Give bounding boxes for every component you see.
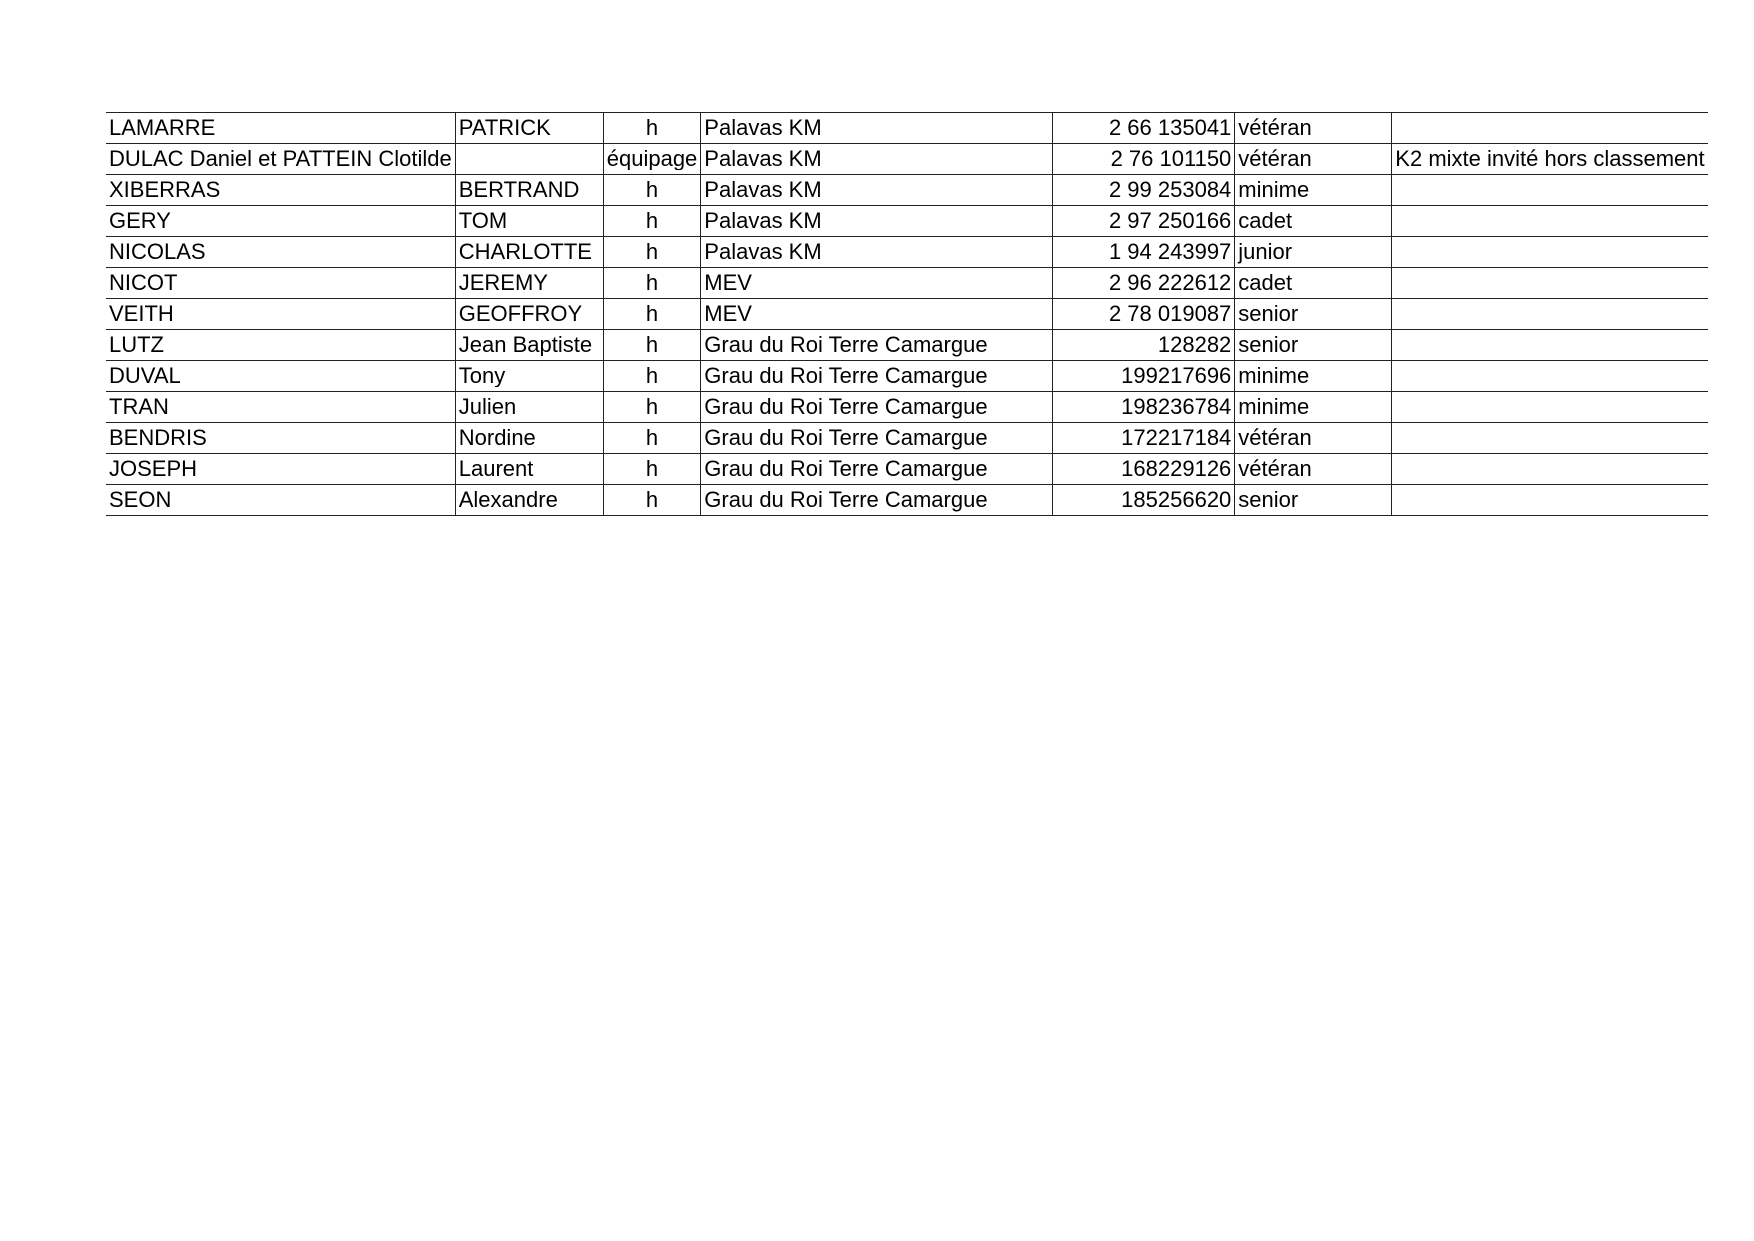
cell-club-text: Palavas KM: [704, 115, 822, 140]
table-row: [106, 485, 1708, 516]
cell-nom: [106, 268, 455, 299]
cell-licence-text: 2 78 019087: [1108, 301, 1232, 326]
spreadsheet-page: [106, 112, 1708, 516]
cell-sexe-text: h: [645, 458, 659, 480]
cell-club-text: Grau du Roi Terre Camargue: [704, 394, 988, 419]
cell-licence: [1053, 175, 1235, 206]
cell-prenom: [455, 144, 603, 175]
cell-licence-text: 2 76 101150: [1110, 146, 1232, 171]
cell-licence: [1053, 454, 1235, 485]
cell-sexe: [603, 392, 701, 423]
cell-club: [701, 361, 1053, 392]
cell-licence: [1053, 237, 1235, 268]
cell-licence-text: 172217184: [1121, 425, 1232, 450]
cell-categorie: [1235, 361, 1392, 392]
cell-nom: [106, 299, 455, 330]
cell-categorie-text: minime: [1238, 394, 1310, 419]
table-row: [106, 175, 1708, 206]
cell-prenom-text: GEOFFROY: [458, 303, 583, 325]
participants-table-body: [106, 113, 1708, 516]
cell-licence: [1053, 113, 1235, 144]
cell-categorie: [1235, 423, 1392, 454]
cell-prenom: [455, 330, 603, 361]
cell-categorie-text: junior: [1238, 239, 1293, 264]
cell-licence-text: 185256620: [1121, 487, 1232, 512]
cell-prenom: [455, 206, 603, 237]
cell-club: [701, 206, 1053, 237]
cell-sexe: [603, 175, 701, 206]
cell-categorie-text: vétéran: [1238, 146, 1312, 171]
cell-prenom-text: Alexandre: [458, 489, 558, 511]
cell-nom-text: DUVAL: [109, 363, 181, 388]
cell-prenom: [455, 237, 603, 268]
cell-licence-text: 199217696: [1121, 363, 1232, 388]
cell-note: [1392, 268, 1708, 299]
table-row: [106, 454, 1708, 485]
cell-categorie: [1235, 144, 1392, 175]
cell-licence-text: 2 96 222612: [1108, 270, 1232, 295]
cell-prenom-text: BERTRAND: [458, 179, 580, 201]
cell-note-text: K2 mixte invité hors classement: [1395, 146, 1705, 171]
cell-sexe: [603, 299, 701, 330]
cell-prenom-text: TOM: [458, 210, 508, 232]
cell-categorie-text: cadet: [1238, 208, 1293, 233]
cell-club-text: Palavas KM: [704, 208, 822, 233]
cell-club-text: MEV: [704, 270, 752, 295]
cell-club: [701, 299, 1053, 330]
cell-club: [701, 454, 1053, 485]
cell-categorie-text: vétéran: [1238, 425, 1312, 450]
cell-categorie-text: minime: [1238, 363, 1310, 388]
cell-prenom-text: Nordine: [458, 427, 536, 449]
cell-club-text: Palavas KM: [704, 146, 822, 171]
cell-nom-text: XIBERRAS: [109, 177, 221, 202]
table-row: [106, 144, 1708, 175]
cell-sexe-text: h: [645, 396, 659, 418]
cell-prenom: [455, 299, 603, 330]
cell-nom: [106, 454, 455, 485]
cell-club: [701, 485, 1053, 516]
cell-note: [1392, 237, 1708, 268]
cell-licence-text: 198236784: [1121, 394, 1232, 419]
cell-categorie-text: vétéran: [1238, 115, 1312, 140]
table-row: [106, 113, 1708, 144]
cell-club: [701, 113, 1053, 144]
table-row: [106, 330, 1708, 361]
participants-table: [106, 112, 1708, 516]
table-row: [106, 299, 1708, 330]
cell-club-text: Grau du Roi Terre Camargue: [704, 456, 988, 481]
table-row: [106, 392, 1708, 423]
cell-note: [1392, 113, 1708, 144]
cell-licence: [1053, 423, 1235, 454]
cell-sexe-text: h: [645, 334, 659, 356]
cell-nom-text: NICOLAS: [109, 239, 206, 264]
cell-club: [701, 144, 1053, 175]
cell-prenom: [455, 361, 603, 392]
cell-categorie: [1235, 113, 1392, 144]
cell-prenom-text: CHARLOTTE: [458, 241, 592, 263]
cell-licence: [1053, 485, 1235, 516]
cell-nom: [106, 330, 455, 361]
cell-categorie: [1235, 392, 1392, 423]
cell-nom: [106, 361, 455, 392]
cell-categorie: [1235, 237, 1392, 268]
cell-nom-text: TRAN: [109, 394, 169, 419]
cell-sexe-text: h: [645, 179, 659, 201]
table-row: [106, 237, 1708, 268]
cell-prenom-text: Jean Baptiste: [458, 334, 593, 356]
cell-nom-text: LAMARRE: [109, 115, 216, 140]
cell-categorie: [1235, 299, 1392, 330]
cell-sexe: [603, 206, 701, 237]
cell-sexe: [603, 113, 701, 144]
cell-sexe-text: h: [645, 365, 659, 387]
cell-sexe-text: h: [645, 272, 659, 294]
cell-prenom: [455, 423, 603, 454]
cell-prenom-text: JEREMY: [458, 272, 548, 294]
cell-categorie-text: vétéran: [1238, 456, 1312, 481]
cell-licence: [1053, 392, 1235, 423]
cell-licence-text: 168229126: [1121, 456, 1232, 481]
cell-categorie: [1235, 175, 1392, 206]
cell-sexe-text: h: [645, 489, 659, 511]
cell-nom-text: GERY: [109, 208, 171, 233]
cell-categorie-text: minime: [1238, 177, 1310, 202]
cell-nom-text: NICOT: [109, 270, 178, 295]
cell-nom-text: BENDRIS: [109, 425, 207, 450]
cell-club-text: Palavas KM: [704, 177, 822, 202]
cell-sexe: [603, 423, 701, 454]
cell-licence: [1053, 206, 1235, 237]
cell-note: [1392, 175, 1708, 206]
cell-club: [701, 423, 1053, 454]
cell-sexe-text: h: [645, 210, 659, 232]
cell-sexe: [603, 330, 701, 361]
cell-note: [1392, 392, 1708, 423]
cell-licence-text: 2 97 250166: [1108, 208, 1232, 233]
cell-licence: [1053, 268, 1235, 299]
cell-prenom-text: PATRICK: [458, 117, 551, 139]
cell-nom-text: LUTZ: [109, 332, 164, 357]
cell-note: [1392, 485, 1708, 516]
cell-nom-text: VEITH: [109, 301, 174, 326]
table-row: [106, 268, 1708, 299]
cell-licence: [1053, 299, 1235, 330]
cell-club: [701, 175, 1053, 206]
cell-nom-text: DULAC Daniel et PATTEIN Clotilde: [109, 146, 452, 171]
cell-nom: [106, 423, 455, 454]
cell-note: [1392, 144, 1708, 175]
cell-categorie-text: senior: [1238, 301, 1299, 326]
cell-prenom-text: Laurent: [458, 458, 534, 480]
cell-prenom: [455, 268, 603, 299]
cell-club-text: MEV: [704, 301, 752, 326]
cell-club-text: Grau du Roi Terre Camargue: [704, 363, 988, 388]
cell-club: [701, 268, 1053, 299]
cell-note: [1392, 361, 1708, 392]
cell-note: [1392, 423, 1708, 454]
cell-licence-text: 1 94 243997: [1108, 239, 1232, 264]
cell-nom-text: JOSEPH: [109, 456, 198, 481]
cell-club: [701, 237, 1053, 268]
cell-nom: [106, 206, 455, 237]
cell-sexe: [603, 485, 701, 516]
cell-licence-text: 2 66 135041: [1108, 115, 1232, 140]
cell-sexe-text: h: [645, 427, 659, 449]
cell-nom: [106, 113, 455, 144]
cell-club-text: Grau du Roi Terre Camargue: [704, 332, 988, 357]
cell-categorie-text: senior: [1238, 487, 1299, 512]
cell-sexe: [603, 144, 701, 175]
cell-sexe: [603, 454, 701, 485]
cell-sexe-text: h: [645, 117, 659, 139]
table-row: [106, 361, 1708, 392]
cell-prenom: [455, 454, 603, 485]
cell-nom: [106, 237, 455, 268]
cell-licence-text: 128282: [1157, 332, 1232, 357]
cell-nom: [106, 392, 455, 423]
cell-prenom: [455, 113, 603, 144]
cell-sexe: [603, 268, 701, 299]
cell-nom: [106, 175, 455, 206]
cell-licence-text: 2 99 253084: [1108, 177, 1232, 202]
cell-note: [1392, 299, 1708, 330]
table-row: [106, 423, 1708, 454]
cell-sexe-text: équipage: [606, 148, 698, 170]
cell-note: [1392, 454, 1708, 485]
cell-club: [701, 330, 1053, 361]
cell-prenom-text: Julien: [458, 396, 517, 418]
cell-club: [701, 392, 1053, 423]
cell-categorie: [1235, 206, 1392, 237]
cell-nom: [106, 485, 455, 516]
cell-licence: [1053, 361, 1235, 392]
cell-categorie-text: cadet: [1238, 270, 1293, 295]
cell-prenom-text: Tony: [458, 365, 506, 387]
cell-prenom: [455, 175, 603, 206]
cell-prenom: [455, 485, 603, 516]
cell-club-text: Palavas KM: [704, 239, 822, 264]
cell-note: [1392, 330, 1708, 361]
cell-sexe-text: h: [645, 241, 659, 263]
cell-nom: [106, 144, 455, 175]
cell-categorie: [1235, 330, 1392, 361]
cell-licence: [1053, 144, 1235, 175]
cell-nom-text: SEON: [109, 487, 172, 512]
cell-sexe-text: h: [645, 303, 659, 325]
cell-categorie-text: senior: [1238, 332, 1299, 357]
cell-club-text: Grau du Roi Terre Camargue: [704, 487, 988, 512]
cell-note: [1392, 206, 1708, 237]
cell-sexe: [603, 237, 701, 268]
cell-categorie: [1235, 485, 1392, 516]
cell-categorie: [1235, 268, 1392, 299]
cell-licence: [1053, 330, 1235, 361]
cell-club-text: Grau du Roi Terre Camargue: [704, 425, 988, 450]
table-row: [106, 206, 1708, 237]
cell-sexe: [603, 361, 701, 392]
cell-prenom: [455, 392, 603, 423]
cell-categorie: [1235, 454, 1392, 485]
